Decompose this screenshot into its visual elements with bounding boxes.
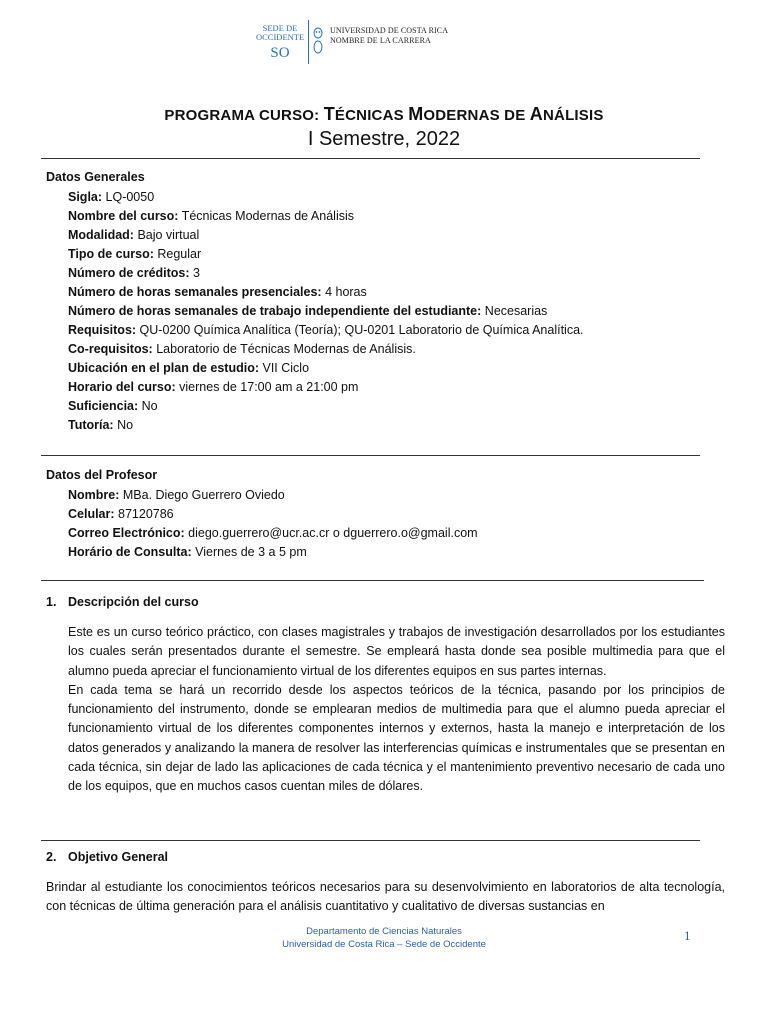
field-label: Número de horas semanales de trabajo independiente del estudiante: [68, 304, 482, 318]
general-data-heading: Datos Generales [46, 170, 145, 184]
university-logo [256, 18, 456, 68]
field-value: No [113, 418, 134, 432]
professor-data-heading: Datos del Profesor [46, 468, 158, 482]
field-label: Ubicación en el plan de estudio: [68, 361, 260, 375]
field-value: Necesarias [481, 304, 548, 318]
field-value: 4 horas [321, 285, 367, 299]
field-value: MBa. Diego Guerrero Oviedo [119, 488, 285, 502]
field-value: 87120786 [114, 507, 174, 521]
title-prefix: PROGRAMA CURSO: [164, 107, 324, 124]
field-label: Correo Electrónico: [68, 526, 185, 540]
field-label: Celular: [68, 507, 115, 521]
divider [41, 455, 700, 456]
field-label: Co-requisitos: [68, 342, 153, 356]
field-value: Técnicas Modernas de Análisis [178, 209, 354, 223]
field-label: Suficiencia: [68, 399, 139, 413]
field-value: VII Ciclo [259, 361, 310, 375]
section-title: Descripción del curso [68, 595, 199, 609]
field-sigla [68, 188, 584, 207]
page-title [0, 104, 768, 125]
field-value: LQ-0050 [102, 190, 155, 204]
field-contact-hours [68, 283, 584, 302]
semester-label: I Semestre, 2022 [307, 128, 461, 150]
field-corequisites [68, 340, 584, 359]
field-credits [68, 264, 584, 283]
page-number: 1 [684, 928, 691, 943]
section-2-heading [46, 850, 168, 864]
title-cap-m: M [408, 104, 424, 124]
section-1-heading [46, 595, 199, 609]
section-number: 1. [46, 595, 57, 609]
section-title: Objetivo General [68, 850, 169, 864]
logo-left-line1: SEDE DE [262, 23, 298, 33]
field-label: Nombre del curso: [68, 209, 179, 223]
field-independent-hours [68, 302, 584, 321]
title-cap-a: A [529, 104, 543, 124]
field-value: Regular [153, 247, 202, 261]
field-modality [68, 226, 584, 245]
logo-left-line2: OCCIDENTE [256, 32, 305, 42]
field-label: Sigla: [68, 190, 103, 204]
general-objective [46, 878, 725, 917]
logo-right-line2: NOMBRE DE LA CARRERA [330, 36, 431, 45]
field-office-hours [68, 543, 478, 562]
field-plan-location [68, 359, 584, 378]
field-label: Número de créditos: [68, 266, 190, 280]
field-requirements [68, 321, 584, 340]
footer-university: Universidad de Costa Rica – Sede de Occidente [282, 939, 486, 950]
university-name [330, 26, 448, 46]
divider [41, 840, 700, 841]
title-rest-m: ODERNAS DE [423, 107, 530, 124]
field-value: Viernes de 3 a 5 pm [191, 545, 307, 559]
field-value: 3 [189, 266, 200, 280]
field-tutoring [68, 416, 584, 435]
logo-right-line1: UNIVERSIDAD DE COSTA RICA [330, 26, 449, 35]
title-rest-t: ÉCNICAS [334, 107, 409, 124]
field-label: Tipo de curso: [68, 247, 154, 261]
divider [41, 158, 700, 159]
field-schedule [68, 378, 584, 397]
field-label: Tutoría: [68, 418, 114, 432]
field-phone [68, 505, 478, 524]
footer-department: Departamento de Ciencias Naturales [306, 926, 462, 937]
title-cap-t: T [323, 104, 335, 124]
divider [41, 580, 704, 581]
field-professor-name [68, 486, 478, 505]
field-label: Horario del curso: [68, 380, 176, 394]
professor-data-list [68, 486, 478, 562]
logo-divider [308, 20, 309, 64]
field-label: Horário de Consulta: [68, 545, 192, 559]
field-value: Bajo virtual [133, 228, 200, 242]
description-paragraph-2: En cada tema se hará un recorrido desde los aspectos teóricos de la técnica, pasando por los principios de funcionamiento del instrumento, donde se emplearan medios de multimedia para que el alumno pueda apreciar el funcionamiento virtual de los diferentes componentes internos y externos, hasta la manejo e interpretación de los datos generados y analizando la manera de resolver las interferencias químicas e instrumentales que se presentan en cada técnica, sin dejar de lado las aplicaciones de cada técnica y el mantenimiento preventivo necesario de cada uno de los equipos, que en muchos casos cuentan miles de dólares. [68, 682, 725, 794]
course-description [68, 623, 725, 797]
field-label: Modalidad: [68, 228, 134, 242]
owl-icon [313, 26, 323, 56]
field-value: QU-0200 Química Analítica (Teoría); QU-0201 Laboratorio de Química Analítica. [136, 323, 584, 337]
objective-paragraph: Brindar al estudiante los conocimientos teóricos necesarios para su desenvolvimiento en laboratorios de alta tecnología, con técnicas de última generación para el análisis cuantitativo y cualitativo de diversas sustancias en [46, 880, 725, 914]
field-email [68, 524, 478, 543]
field-value: No [138, 399, 158, 413]
logo-left-mark: SO [270, 45, 290, 61]
general-data-list [68, 188, 584, 435]
page-footer [0, 925, 768, 951]
field-label: Nombre: [68, 488, 120, 502]
section-number: 2. [46, 850, 57, 864]
field-course-type [68, 245, 584, 264]
title-rest-a: NÁLISIS [543, 107, 604, 124]
field-course-name [68, 207, 584, 226]
sede-occidente-logo [256, 24, 304, 62]
field-label: Número de horas semanales presenciales: [68, 285, 322, 299]
field-value: Laboratorio de Técnicas Modernas de Análisis. [152, 342, 416, 356]
field-sufficiency [68, 397, 584, 416]
field-value: viernes de 17:00 am a 21:00 pm [175, 380, 359, 394]
field-label: Requisitos: [68, 323, 137, 337]
description-paragraph-1: Este es un curso teórico práctico, con clases magistrales y trabajos de investigación desarrollados por los estudiantes los cuales serán presentados durante el semestre. Se empleará hasta donde sea posible multimedia para que el alumno pueda apreciar el funcionamiento virtual de los diferentes equipos en sus partes internas. [68, 625, 725, 678]
field-value: diego.guerrero@ucr.ac.cr o dguerrero.o@gmail.com [184, 526, 478, 540]
